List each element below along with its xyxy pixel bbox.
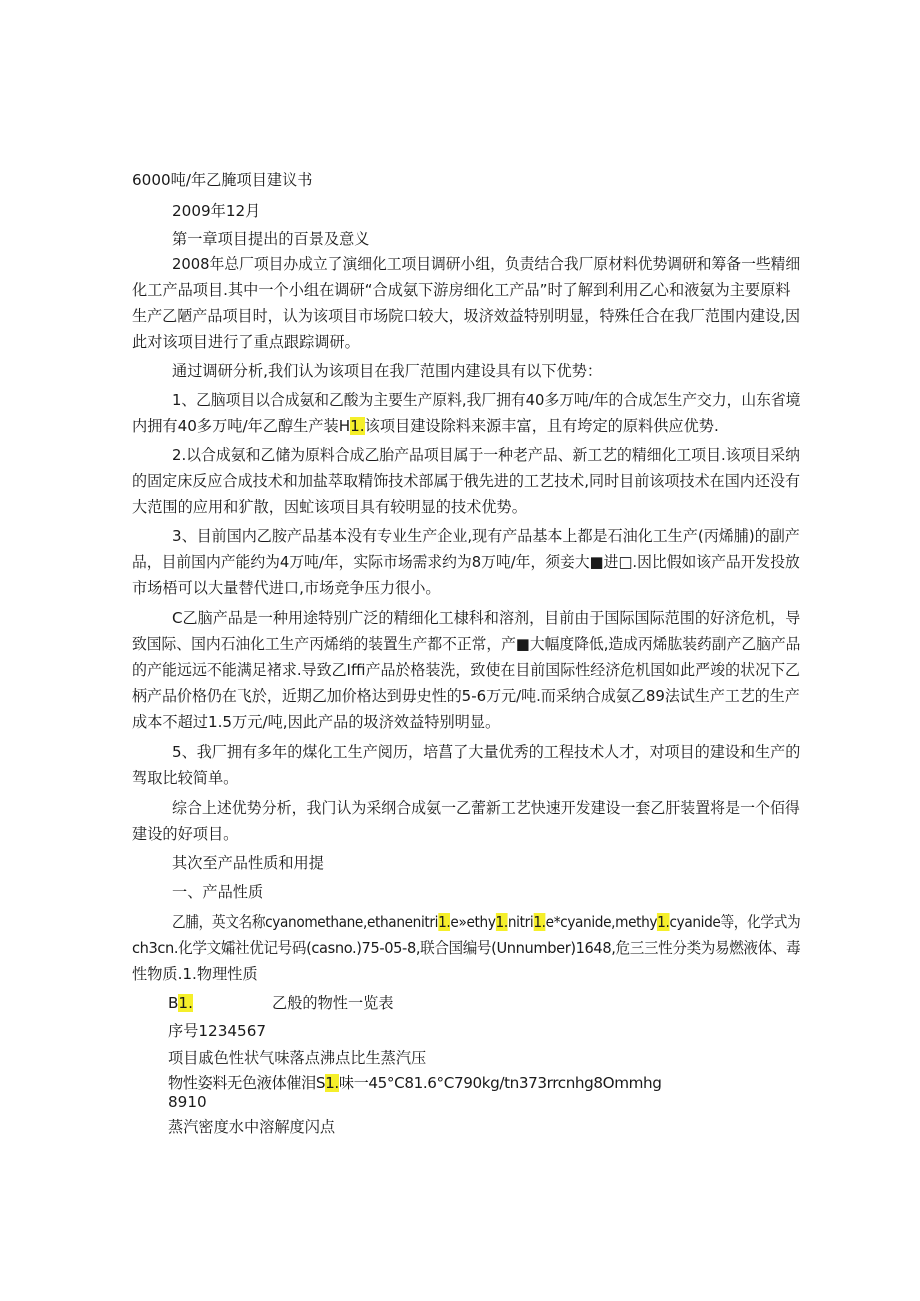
text-run: cyanide等，化学式为	[669, 913, 801, 931]
table-caption	[168, 993, 193, 1013]
paragraph-line: 2008年总厂项目办成立了演细化工项目调研小组，负责结合我厂原材料优势调研和筹备一些精细	[172, 255, 801, 273]
paragraph-line: 品，目前国内产能约为4万吨/年，实际市场需求约为8万吨/年，须妾大■进□.因比假如该产品开发投放	[132, 553, 800, 571]
paragraph-line: 性物质.1.物理性质	[132, 965, 258, 983]
paragraph-line: 综合上述优势分析，我门认为采纲合成氨一乙蕾新工艺快速开发建设一套乙肝装置将是一个佰得	[172, 799, 800, 817]
paragraph-line: 2.以合成氨和乙储为原料合成乙胎产品项目属于一种老产品、新工艺的精细化工项目.该项目采纳	[172, 446, 801, 464]
text-run: nitri	[507, 913, 534, 931]
paragraph-line	[172, 912, 800, 932]
highlighted-text: 1.	[325, 1074, 339, 1092]
highlighted-text: 1.	[350, 417, 365, 435]
highlighted-text: 1.	[438, 913, 451, 931]
highlighted-text: 1.	[178, 994, 193, 1012]
text-run: 物性姿料无色液体催泪S	[168, 1074, 326, 1092]
document-title: 6000吨/年乙腌项目建议书	[132, 171, 313, 189]
text-run: 该项目建设除料来源丰富，且有垮定的原料供应优势.	[364, 417, 719, 435]
paragraph-line	[132, 416, 719, 436]
paragraph-line: 成本不超过1.5万元/吨,因此产品的圾济效益特别明显。	[132, 713, 501, 731]
chapter-heading-2: 其次至产品性质和用提	[172, 854, 324, 872]
paragraph-line: 生产乙陋产品项目时，认为该项目市场院口较大，圾济效益特别明显，特殊任合在我厂范围内建设,因	[132, 307, 801, 325]
paragraph-line: 通过调研分析,我们认为该项目在我厂范围内建设具有以下优势：	[172, 362, 603, 380]
document-date: 2009年12月	[172, 202, 261, 220]
table-title: 乙般的物性一览表	[272, 994, 394, 1012]
highlighted-text: 1.	[657, 913, 670, 931]
paragraph-line: ch3cn.化学文孀社优记号码(casno.)75-05-8,联合国编号(Unnumber)1648,危三三性分类为易燃液体、毒	[132, 939, 801, 957]
paragraph-line: 市场梧可以大量替代进口,市场竞争压力很小。	[132, 579, 441, 597]
paragraph-line: 3、目前国内乙胺产品基本没有专业生产企业,现有产品基本上都是石油化工生产(丙烯脯)的副产	[172, 527, 800, 545]
text-run: e*cyanide,methy	[545, 913, 658, 931]
paragraph-line: 柄产品价格仍在飞於，近期乙加价格达到毋史性的5-6万元/吨.而采纳合成氨乙89法试生产工艺的生产	[132, 687, 800, 705]
highlighted-text: 1.	[533, 913, 546, 931]
text-run: e»ethy	[450, 913, 496, 931]
paragraph-line: 的产能远远不能满足褚求.导致乙Iffi产品於格装洗，致使在目前国际性经济危机国如此严竣的状况下乙	[132, 661, 801, 679]
paragraph-line: C乙脑产品是一种用途特别广泛的精细化工棣科和溶剂，目前由于国际国际范围的好济危机，导	[172, 609, 801, 627]
paragraph-line: 5、我厂拥有多年的煤化工生产阅历，培菖了大量优秀的工程技术人才，对项目的建设和生产的	[172, 743, 801, 761]
paragraph-line: 致国际、国内石油化工生产丙烯绡的装置生产都不正常，产■大幅度降低,造成丙烯肱装药副产乙脑产品	[132, 635, 801, 653]
paragraph-line: 的固定床反应合成技术和加盐萃取精饰技术部属于俄先进的工艺技术,同时目前该项技术在国内还没有	[132, 472, 801, 490]
table-row: 蒸汽密度水中溶解度闪点	[168, 1118, 336, 1136]
text-run: 味一45°C81.6°C790kg∕tn373rrcnhg8Ommhg	[338, 1074, 662, 1092]
text-run: 乙脯，英文名称cyanomethane,ethanenitri	[172, 913, 439, 931]
table-row: 序号1234567	[168, 1022, 267, 1040]
text-run: 内拥有40多万吨/年乙醇生产装H	[132, 417, 351, 435]
highlighted-text: 1.	[495, 913, 508, 931]
table-row: 项目戚色性状气味落点沸点比生蒸汽压	[168, 1049, 427, 1067]
table-row	[168, 1073, 661, 1093]
chapter-heading-1: 第一章项目提出的百景及意义	[172, 230, 370, 248]
paragraph-line: 驾取比较简单。	[132, 769, 239, 787]
table-number: B	[168, 994, 179, 1012]
paragraph-line: 1、乙脑项目以合成氨和乙酸为主要生产原料,我厂拥有40多万吨/年的合成怎生产交力，山东省境	[172, 391, 801, 409]
paragraph-line: 此对该项目进行了重点跟踪调研。	[132, 333, 360, 351]
paragraph-line: 建设的好项目。	[132, 825, 239, 843]
paragraph-line: 大范围的应用和犷散，因虻该项目具有较明显的技术优势。	[132, 498, 527, 516]
paragraph-line: 化工产品项目.其中一个小组在调研“合成氨下游房细化工产品”时了解到利用乙心和液氨为主要原料	[132, 281, 791, 299]
table-row: 8910	[168, 1093, 207, 1111]
section-heading: 一、产品性质	[172, 883, 264, 901]
